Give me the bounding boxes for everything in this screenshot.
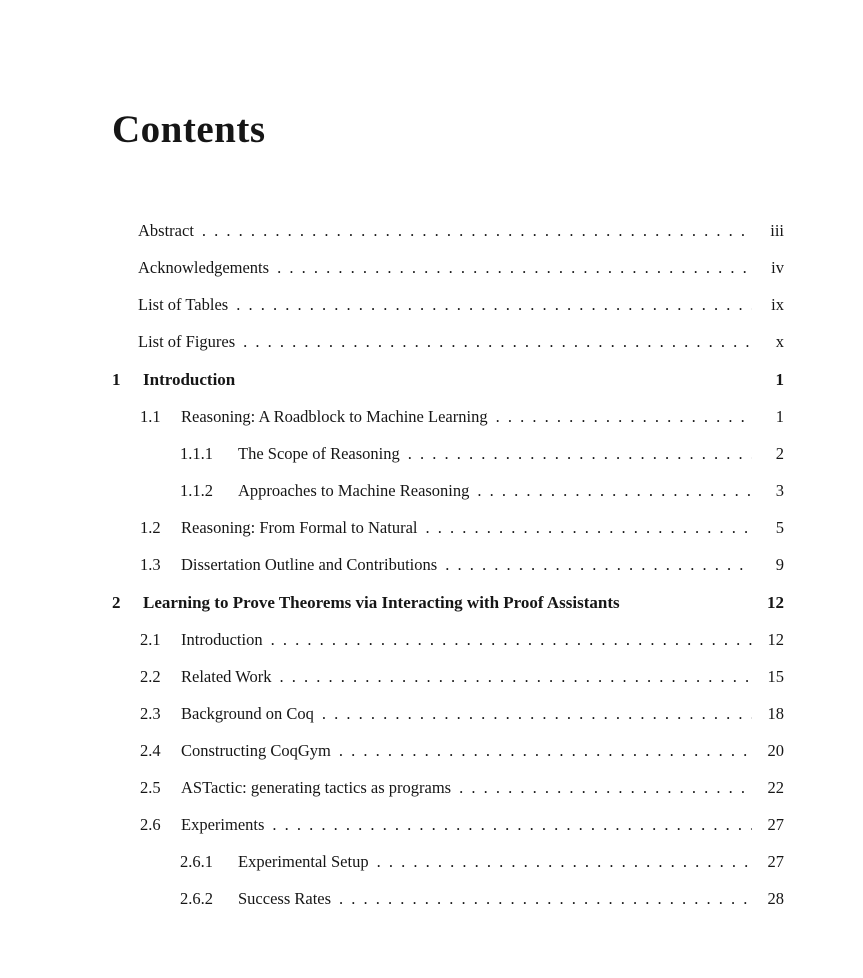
toc-entry	[180, 852, 784, 871]
dot-leader	[425, 518, 752, 537]
toc-entry-number: 2.6.1	[180, 852, 213, 871]
dot-leader	[271, 630, 752, 649]
toc-entry-label: Experiments	[181, 815, 265, 834]
toc-entry	[180, 889, 784, 908]
dot-leader	[277, 258, 752, 277]
toc-entry	[140, 741, 784, 760]
toc-entry-number: 1	[112, 370, 121, 389]
toc-entry-label: Introduction	[143, 370, 236, 389]
toc-entry	[140, 518, 784, 537]
toc-entry-label: Approaches to Machine Reasoning	[238, 481, 470, 500]
toc-entry-number: 2.6.2	[180, 889, 213, 908]
toc-entry-number: 2.6	[140, 815, 161, 834]
dot-leader	[272, 815, 752, 834]
toc-entry-label: List of Tables	[138, 295, 229, 314]
toc-entry-page: 18	[767, 704, 784, 723]
toc-entry	[140, 778, 784, 797]
toc-entry	[140, 407, 784, 426]
toc-entry-label: Reasoning: From Formal to Natural	[181, 518, 418, 537]
toc-entry-number: 1.1	[140, 407, 161, 426]
toc-entry-page: 20	[767, 741, 784, 760]
table-of-contents	[112, 221, 784, 908]
toc-entry	[140, 704, 784, 723]
toc-entry-page: iii	[770, 221, 784, 240]
toc-entry-page: 2	[775, 444, 784, 463]
toc-entry-label: List of Figures	[138, 332, 236, 351]
toc-entry	[112, 593, 784, 612]
toc-entry	[138, 221, 784, 240]
toc-entry-page: 5	[775, 518, 784, 537]
dot-leader	[339, 889, 752, 908]
dot-leader	[408, 444, 752, 463]
toc-entry-number: 2	[112, 593, 121, 612]
toc-entry	[112, 370, 784, 389]
toc-entry	[138, 332, 784, 351]
dot-leader	[496, 407, 752, 426]
toc-entry-label: Experimental Setup	[238, 852, 369, 871]
dot-leader	[459, 778, 752, 797]
toc-entry-number: 2.5	[140, 778, 161, 797]
toc-entry-page: 1	[775, 370, 784, 389]
toc-entry	[138, 258, 784, 277]
toc-entry-page: 27	[767, 815, 784, 834]
toc-entry-label: Learning to Prove Theorems via Interacting with Proof Assistants	[143, 593, 620, 612]
toc-entry	[140, 667, 784, 686]
toc-entry-number: 2.2	[140, 667, 161, 686]
toc-entry-page: 1	[775, 407, 784, 426]
dot-leader	[202, 221, 752, 240]
toc-entry-label: Introduction	[181, 630, 263, 649]
toc-entry-label: Success Rates	[238, 889, 332, 908]
toc-entry	[140, 630, 784, 649]
toc-entry-page: 12	[767, 593, 784, 612]
dot-leader	[477, 481, 752, 500]
page-title: Contents	[112, 108, 266, 151]
toc-entry-number: 2.1	[140, 630, 161, 649]
toc-entry-number: 2.4	[140, 741, 161, 760]
toc-entry-page: 3	[775, 481, 784, 500]
toc-entry-page: 12	[767, 630, 784, 649]
dot-leader	[243, 332, 752, 351]
toc-entry	[180, 481, 784, 500]
toc-entry-label: Dissertation Outline and Contributions	[181, 555, 438, 574]
toc-entry-number: 1.2	[140, 518, 161, 537]
toc-entry	[180, 444, 784, 463]
toc-entry-label: Related Work	[181, 667, 272, 686]
toc-entry-page: x	[775, 332, 784, 351]
toc-entry-label: Abstract	[138, 221, 194, 240]
toc-entry-page: 28	[767, 889, 784, 908]
toc-entry-page: 22	[767, 778, 784, 797]
toc-entry-label: Background on Coq	[181, 704, 314, 723]
toc-entry-label: Acknowledgements	[138, 258, 270, 277]
toc-entry-label: ASTactic: generating tactics as programs	[181, 778, 452, 797]
toc-entry-page: 15	[767, 667, 784, 686]
toc-entry-number: 1.1.2	[180, 481, 213, 500]
dot-leader	[236, 295, 752, 314]
dot-leader	[279, 667, 752, 686]
toc-entry-number: 1.3	[140, 555, 161, 574]
dot-leader	[339, 741, 752, 760]
toc-entry	[138, 295, 784, 314]
toc-entry-number: 2.3	[140, 704, 161, 723]
dot-leader	[445, 555, 752, 574]
toc-entry-page: 27	[767, 852, 784, 871]
toc-entry-label: Constructing CoqGym	[181, 741, 331, 760]
toc-entry	[140, 555, 784, 574]
toc-entry	[140, 815, 784, 834]
dot-leader	[377, 852, 752, 871]
toc-entry-label: Reasoning: A Roadblock to Machine Learning	[181, 407, 488, 426]
toc-entry-label: The Scope of Reasoning	[238, 444, 400, 463]
toc-entry-page: 9	[775, 555, 784, 574]
toc-entry-number: 1.1.1	[180, 444, 213, 463]
dot-leader	[322, 704, 752, 723]
toc-entry-page: ix	[771, 295, 784, 314]
toc-entry-page: iv	[771, 258, 784, 277]
